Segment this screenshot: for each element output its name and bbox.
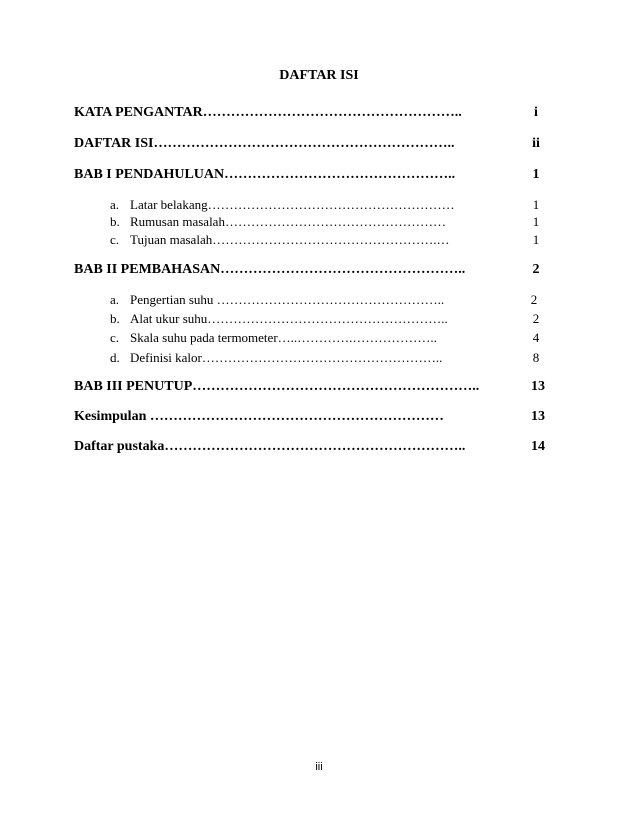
toc-subentry-letter: c. [110, 232, 120, 247]
toc-entry-label: KATA PENGANTAR……………………………………………….. [74, 105, 462, 120]
toc-subentry-letter: b. [110, 214, 120, 229]
toc-subentry-tujuan-masalah [74, 231, 544, 249]
toc-entry-label: Daftar pustaka……………………………………………………….. [74, 439, 466, 454]
toc-subentry-page: 1 [532, 232, 540, 247]
toc-entry-daftar-pustaka [74, 438, 544, 456]
toc-entry-label: Kesimpulan ……………………………………………………… [74, 409, 444, 424]
toc-subentry-letter: c. [110, 330, 120, 345]
toc-title: DAFTAR ISI [279, 68, 359, 83]
toc-entry-kata-pengantar [74, 104, 544, 122]
toc-entry-label: BAB III PENUTUP…………………………………………………….. [74, 379, 480, 394]
toc-entry-bab-1 [74, 166, 544, 184]
toc-entry-label: BAB II PEMBAHASAN…………………………………………….. [74, 262, 466, 277]
toc-subentry-letter: b. [110, 311, 120, 326]
toc-subentry-definisi-kalor [74, 349, 544, 367]
page-number-footer: iii [315, 761, 323, 773]
toc-entry-page: 2 [532, 262, 540, 277]
toc-entry-page: 14 [531, 439, 545, 454]
toc-entry-label: DAFTAR ISI……………………………………………………….. [74, 136, 455, 151]
toc-entry-page: i [534, 105, 538, 120]
toc-subentry-page: 2 [530, 292, 538, 307]
toc-subentry-page: 1 [532, 197, 540, 212]
toc-subentry-letter: a. [110, 197, 120, 212]
toc-subentry-page: 1 [532, 214, 540, 229]
toc-subentry-label: Tujuan masalah…………………………………………….… [130, 232, 450, 247]
toc-subentry-letter: a. [110, 292, 120, 307]
toc-entry-bab-2 [74, 261, 544, 279]
toc-entry-page: 1 [532, 167, 540, 182]
toc-entry-page: 13 [531, 409, 545, 424]
toc-entry-page: ii [532, 136, 540, 151]
toc-entry-bab-3 [74, 378, 544, 396]
toc-entry-page: 13 [531, 379, 545, 394]
toc-entry-daftar-isi [74, 135, 544, 153]
toc-subentry-skala-suhu [74, 329, 544, 347]
toc-subentry-label: Definisi kalor……………………………………………….. [130, 350, 443, 365]
toc-subentry-page: 8 [532, 350, 540, 365]
toc-entry-label: BAB I PENDAHULUAN………………………………………….. [74, 167, 456, 182]
toc-subentry-label: Pengertian suhu …………………………………………….. [130, 292, 445, 307]
toc-subentry-page: 4 [532, 330, 540, 345]
toc-subentry-latar-belakang [74, 196, 544, 214]
toc-subentry-page: 2 [532, 311, 540, 326]
toc-subentry-label: Rumusan masalah…………………………………………… [130, 214, 446, 229]
toc-subentry-alat-ukur-suhu [74, 310, 544, 328]
toc-subentry-label: Latar belakang………………………………………………… [130, 197, 455, 212]
toc-subentry-pengertian-suhu [74, 291, 544, 309]
toc-subentry-rumusan-masalah [74, 213, 544, 231]
toc-subentry-label: Alat ukur suhu……………………………………………….. [130, 311, 448, 326]
toc-subentry-label: Skala suhu pada termometer…..………….……………….. [130, 330, 437, 345]
toc-subentry-letter: d. [110, 350, 120, 365]
toc-entry-kesimpulan [74, 408, 544, 426]
